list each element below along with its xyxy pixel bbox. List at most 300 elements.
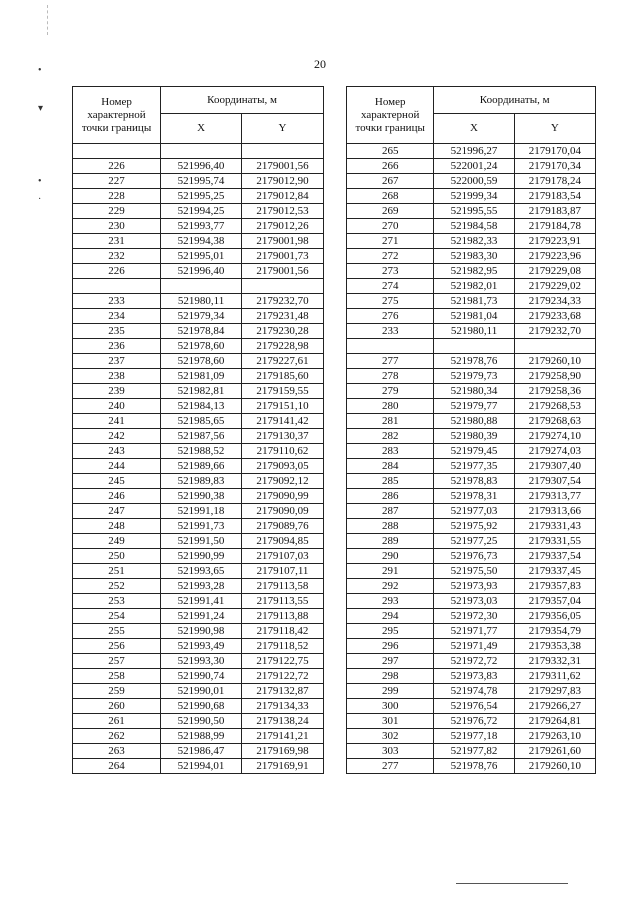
y-coordinate-cell: 2179138,24 [242,714,324,729]
table-row [73,174,324,189]
x-coordinate-cell: 521977,18 [434,729,514,744]
y-coordinate-cell: 2179012,90 [242,174,324,189]
y-coordinate-cell: 2179130,37 [242,429,324,444]
point-number-cell: 290 [347,549,434,564]
table-row [347,639,596,654]
point-number-cell: 274 [347,279,434,294]
y-coordinate-cell: 2179118,42 [242,624,324,639]
point-number-cell: 236 [73,339,161,354]
x-header: X [161,114,242,144]
point-number-cell: 273 [347,264,434,279]
x-coordinate-cell: 521994,38 [161,234,242,249]
scan-edge-line [47,5,48,35]
table-row [73,249,324,264]
table-row [347,294,596,309]
y-coordinate-cell: 2179122,75 [242,654,324,669]
table-row [347,594,596,609]
x-coordinate-cell: 521994,01 [161,759,242,774]
x-coordinate-cell: 521976,72 [434,714,514,729]
point-number-cell: 275 [347,294,434,309]
point-number-cell: 235 [73,324,161,339]
point-number-cell: 272 [347,249,434,264]
table-row [73,369,324,384]
y-coordinate-cell: 2179260,10 [514,759,595,774]
y-coordinate-cell: 2179228,98 [242,339,324,354]
x-coordinate-cell: 521979,77 [434,399,514,414]
x-coordinate-cell: 521974,78 [434,684,514,699]
point-number-cell: 252 [73,579,161,594]
y-coordinate-cell: 2179356,05 [514,609,595,624]
table-row [347,504,596,519]
table-row [347,654,596,669]
y-coordinate-cell: 2179169,98 [242,744,324,759]
point-number-cell: 285 [347,474,434,489]
y-coordinate-cell: 2179012,53 [242,204,324,219]
point-number-cell: 226 [73,159,161,174]
x-coordinate-cell: 521990,99 [161,549,242,564]
y-coordinate-cell: 2179231,48 [242,309,324,324]
point-number-cell: 302 [347,729,434,744]
x-coordinate-cell: 521978,84 [161,324,242,339]
table-row [347,459,596,474]
table-row [73,534,324,549]
table-row [347,474,596,489]
table-row [347,444,596,459]
coordinates-table-left [72,86,324,774]
point-number-cell: 242 [73,429,161,444]
y-coordinate-cell: 2179122,72 [242,669,324,684]
x-header: X [434,114,514,144]
table-row [347,354,596,369]
table-row [347,564,596,579]
point-number-cell: 294 [347,609,434,624]
table-row [73,459,324,474]
x-coordinate-cell: 521981,73 [434,294,514,309]
right-table-body [347,144,596,774]
x-coordinate-cell: 521988,52 [161,444,242,459]
table-row [73,399,324,414]
y-coordinate-cell: 2179089,76 [242,519,324,534]
point-number-cell: 297 [347,654,434,669]
point-number-cell: 291 [347,564,434,579]
table-row [73,384,324,399]
x-coordinate-cell: 521978,76 [434,759,514,774]
point-number-cell [73,279,161,294]
point-number-cell: 268 [347,189,434,204]
y-coordinate-cell: 2179141,21 [242,729,324,744]
x-coordinate-cell: 521978,76 [434,354,514,369]
point-number-cell: 282 [347,429,434,444]
x-coordinate-cell: 521989,66 [161,459,242,474]
y-coordinate-cell: 2179232,70 [242,294,324,309]
point-number-cell: 226 [73,264,161,279]
table-row [73,669,324,684]
point-number-cell: 287 [347,504,434,519]
point-number-cell: 245 [73,474,161,489]
table-row [73,264,324,279]
point-number-cell: 286 [347,489,434,504]
y-coordinate-cell: 2179227,61 [242,354,324,369]
point-number-cell: 295 [347,624,434,639]
y-coordinate-cell: 2179151,10 [242,399,324,414]
y-coordinate-cell: 2179141,42 [242,414,324,429]
x-coordinate-cell: 521990,68 [161,699,242,714]
point-number-cell: 240 [73,399,161,414]
x-coordinate-cell: 521977,25 [434,534,514,549]
y-coordinate-cell: 2179090,09 [242,504,324,519]
table-row [347,369,596,384]
y-coordinate-cell: 2179094,85 [242,534,324,549]
x-coordinate-cell: 521977,82 [434,744,514,759]
x-coordinate-cell: 521980,11 [161,294,242,309]
point-number-cell: 301 [347,714,434,729]
point-number-cell: 296 [347,639,434,654]
table-row [73,714,324,729]
x-coordinate-cell: 521999,34 [434,189,514,204]
table-row [73,549,324,564]
point-number-cell: 257 [73,654,161,669]
x-coordinate-cell: 521996,40 [161,264,242,279]
y-coordinate-cell: 2179337,45 [514,564,595,579]
point-number-cell: 278 [347,369,434,384]
y-coordinate-cell: 2179307,54 [514,474,595,489]
y-coordinate-cell: 2179159,55 [242,384,324,399]
point-number-cell: 264 [73,759,161,774]
point-number-cell: 258 [73,669,161,684]
y-coordinate-cell: 2179311,62 [514,669,595,684]
y-coordinate-cell: 2179258,90 [514,369,595,384]
y-coordinate-cell: 2179258,36 [514,384,595,399]
point-number-cell: 233 [347,324,434,339]
table-row [347,279,596,294]
y-coordinate-cell: 2179263,10 [514,729,595,744]
point-number-cell: 261 [73,714,161,729]
x-coordinate-cell [161,144,242,159]
scan-mark: • [38,65,42,76]
x-coordinate-cell: 521981,09 [161,369,242,384]
y-coordinate-cell: 2179183,87 [514,204,595,219]
table-row [347,534,596,549]
coordinates-table-right [346,86,596,774]
x-coordinate-cell: 522000,59 [434,174,514,189]
table-row [73,189,324,204]
x-coordinate-cell: 521979,73 [434,369,514,384]
table-row [347,384,596,399]
y-coordinate-cell [242,279,324,294]
point-number-cell: 244 [73,459,161,474]
x-coordinate-cell: 521993,49 [161,639,242,654]
y-coordinate-cell: 2179357,04 [514,594,595,609]
table-row [347,684,596,699]
point-number-cell: 251 [73,564,161,579]
x-coordinate-cell: 521977,35 [434,459,514,474]
x-coordinate-cell: 521993,28 [161,579,242,594]
x-coordinate-cell: 521995,55 [434,204,514,219]
y-coordinate-cell: 2179274,10 [514,429,595,444]
table-row [73,594,324,609]
x-coordinate-cell: 521980,11 [434,324,514,339]
x-coordinate-cell: 521990,98 [161,624,242,639]
x-coordinate-cell: 521978,83 [434,474,514,489]
x-coordinate-cell: 521987,56 [161,429,242,444]
point-number-cell: 276 [347,309,434,324]
table-row [73,684,324,699]
table-row [73,654,324,669]
point-number-cell: 289 [347,534,434,549]
point-number-cell: 277 [347,759,434,774]
table-row [73,324,324,339]
x-coordinate-cell: 521982,95 [434,264,514,279]
point-number-cell: 237 [73,354,161,369]
x-coordinate-cell: 521973,03 [434,594,514,609]
x-coordinate-cell: 521995,25 [161,189,242,204]
y-header: Y [514,114,595,144]
point-number-cell: 227 [73,174,161,189]
point-number-cell: 262 [73,729,161,744]
table-row [347,744,596,759]
scan-mark: • [38,176,42,187]
x-coordinate-cell: 521980,34 [434,384,514,399]
y-coordinate-cell: 2179230,28 [242,324,324,339]
table-row [73,309,324,324]
x-coordinate-cell: 521978,60 [161,354,242,369]
point-number-cell: 292 [347,579,434,594]
table-row [73,204,324,219]
x-coordinate-cell: 521982,01 [434,279,514,294]
x-coordinate-cell: 521980,88 [434,414,514,429]
point-number-cell: 249 [73,534,161,549]
y-coordinate-cell: 2179090,99 [242,489,324,504]
point-number-cell: 284 [347,459,434,474]
coordinates-header: Координаты, м [161,87,324,114]
x-coordinate-cell: 521993,77 [161,219,242,234]
y-coordinate-cell: 2179297,83 [514,684,595,699]
y-coordinate-cell: 2179274,03 [514,444,595,459]
point-number-cell: 299 [347,684,434,699]
y-coordinate-cell: 2179307,40 [514,459,595,474]
point-number-header: Номер характерной точки границы [347,87,434,144]
table-row [347,264,596,279]
table-row [347,609,596,624]
table-row [347,324,596,339]
x-coordinate-cell: 521977,03 [434,504,514,519]
point-number-cell: 280 [347,399,434,414]
point-number-cell [73,144,161,159]
point-number-cell: 279 [347,384,434,399]
point-number-cell: 247 [73,504,161,519]
x-coordinate-cell: 521976,73 [434,549,514,564]
y-coordinate-cell: 2179234,33 [514,294,595,309]
point-number-cell: 239 [73,384,161,399]
point-number-cell: 246 [73,489,161,504]
y-coordinate-cell: 2179012,84 [242,189,324,204]
y-coordinate-cell: 2179331,55 [514,534,595,549]
y-coordinate-cell: 2179132,87 [242,684,324,699]
y-coordinate-cell: 2179332,31 [514,654,595,669]
point-number-cell: 277 [347,354,434,369]
y-coordinate-cell: 2179268,53 [514,399,595,414]
table-row [73,609,324,624]
x-coordinate-cell: 521979,34 [161,309,242,324]
point-number-cell: 267 [347,174,434,189]
y-coordinate-cell: 2179264,81 [514,714,595,729]
table-row [73,729,324,744]
table-row [347,159,596,174]
y-coordinate-cell: 2179118,52 [242,639,324,654]
y-coordinate-cell: 2179170,34 [514,159,595,174]
table-row [347,519,596,534]
table-row [347,309,596,324]
point-number-cell [347,339,434,354]
table-row [347,249,596,264]
x-coordinate-cell: 521975,50 [434,564,514,579]
y-coordinate-cell: 2179232,70 [514,324,595,339]
x-coordinate-cell: 521993,65 [161,564,242,579]
x-coordinate-cell: 521990,74 [161,669,242,684]
point-number-cell: 241 [73,414,161,429]
x-coordinate-cell [161,279,242,294]
x-coordinate-cell: 521971,77 [434,624,514,639]
x-coordinate-cell: 521990,50 [161,714,242,729]
x-coordinate-cell: 521996,27 [434,144,514,159]
y-coordinate-cell: 2179268,63 [514,414,595,429]
table-row [347,669,596,684]
x-coordinate-cell: 521978,31 [434,489,514,504]
scan-mark: · [38,194,42,205]
x-coordinate-cell: 521976,54 [434,699,514,714]
y-coordinate-cell: 2179357,83 [514,579,595,594]
table-row [347,699,596,714]
x-coordinate-cell: 521972,30 [434,609,514,624]
point-number-cell: 298 [347,669,434,684]
x-coordinate-cell: 521990,38 [161,489,242,504]
y-coordinate-cell: 2179110,62 [242,444,324,459]
table-row [347,399,596,414]
y-coordinate-cell: 2179107,11 [242,564,324,579]
point-number-cell: 269 [347,204,434,219]
table-row [347,414,596,429]
table-row [73,489,324,504]
table-row [347,204,596,219]
point-number-cell: 293 [347,594,434,609]
point-number-cell: 266 [347,159,434,174]
y-coordinate-cell: 2179184,78 [514,219,595,234]
y-coordinate-cell: 2179113,58 [242,579,324,594]
x-coordinate-cell: 521989,83 [161,474,242,489]
point-number-cell: 271 [347,234,434,249]
point-number-cell: 230 [73,219,161,234]
x-coordinate-cell: 521980,39 [434,429,514,444]
left-table-body [73,144,324,774]
table-row [73,699,324,714]
x-coordinate-cell: 521982,81 [161,384,242,399]
y-coordinate-cell: 2179353,38 [514,639,595,654]
x-coordinate-cell: 521993,30 [161,654,242,669]
x-coordinate-cell: 521995,01 [161,249,242,264]
y-coordinate-cell: 2179261,60 [514,744,595,759]
table-row [73,414,324,429]
y-coordinate-cell: 2179331,43 [514,519,595,534]
x-coordinate-cell: 522001,24 [434,159,514,174]
scan-mark: ▾ [38,103,44,114]
table-row [73,639,324,654]
x-coordinate-cell: 521972,72 [434,654,514,669]
table-row [347,549,596,564]
footer-rule [456,883,568,884]
coordinates-header: Координаты, м [434,87,596,114]
point-number-cell: 288 [347,519,434,534]
table-row [347,729,596,744]
x-coordinate-cell: 521991,50 [161,534,242,549]
y-coordinate-cell: 2179001,56 [242,264,324,279]
x-coordinate-cell: 521991,41 [161,594,242,609]
x-coordinate-cell: 521984,58 [434,219,514,234]
table-row [73,294,324,309]
y-coordinate-cell: 2179107,03 [242,549,324,564]
table-row [73,564,324,579]
x-coordinate-cell: 521971,49 [434,639,514,654]
table-row [73,624,324,639]
x-coordinate-cell: 521983,30 [434,249,514,264]
y-coordinate-cell: 2179229,08 [514,264,595,279]
table-row [73,759,324,774]
point-number-cell: 281 [347,414,434,429]
point-number-cell: 231 [73,234,161,249]
point-number-cell: 265 [347,144,434,159]
table-row [347,339,596,354]
table-row [73,279,324,294]
point-number-cell: 259 [73,684,161,699]
x-coordinate-cell: 521986,47 [161,744,242,759]
y-coordinate-cell [242,144,324,159]
point-number-cell: 234 [73,309,161,324]
table-row [73,159,324,174]
point-number-cell: 253 [73,594,161,609]
x-coordinate-cell: 521975,92 [434,519,514,534]
table-row [73,444,324,459]
y-coordinate-cell: 2179313,77 [514,489,595,504]
point-number-cell: 248 [73,519,161,534]
table-row [347,144,596,159]
x-coordinate-cell: 521995,74 [161,174,242,189]
table-row [347,429,596,444]
point-number-cell: 232 [73,249,161,264]
table-row [73,744,324,759]
x-coordinate-cell: 521984,13 [161,399,242,414]
table-row [73,474,324,489]
point-number-cell: 250 [73,549,161,564]
y-coordinate-cell: 2179092,12 [242,474,324,489]
point-number-cell: 233 [73,294,161,309]
x-coordinate-cell: 521985,65 [161,414,242,429]
y-coordinate-cell: 2179233,68 [514,309,595,324]
y-coordinate-cell: 2179229,02 [514,279,595,294]
x-coordinate-cell: 521988,99 [161,729,242,744]
point-number-cell: 255 [73,624,161,639]
x-coordinate-cell: 521973,93 [434,579,514,594]
x-coordinate-cell [434,339,514,354]
y-coordinate-cell: 2179001,98 [242,234,324,249]
page-number: 20 [314,57,326,71]
y-coordinate-cell: 2179113,88 [242,609,324,624]
point-number-cell: 228 [73,189,161,204]
table-row [347,714,596,729]
point-number-cell: 243 [73,444,161,459]
table-row [347,759,596,774]
table-row [73,429,324,444]
table-row [347,624,596,639]
table-row [73,144,324,159]
